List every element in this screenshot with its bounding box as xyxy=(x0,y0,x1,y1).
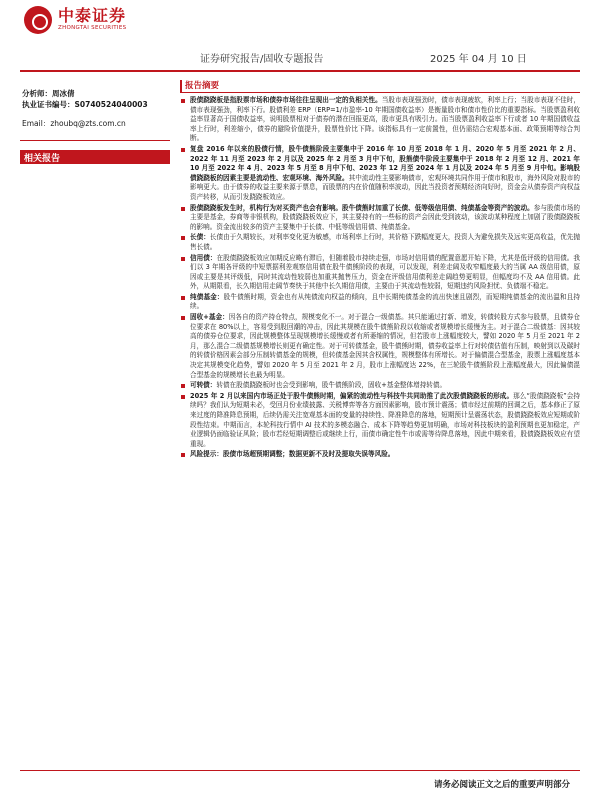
paragraph-lead: 复盘 2016 年以来的股债行情，股牛债熊阶段主要集中于 2016 年 10 月至 2018 年 1 月、2020 年 5 月至 2021 年 2 月、2022 年 11 月至 2023 年 2 月以及 2025 年 2 月至 3 月中下旬，股熊债牛阶段主要集中于 2018 年 2 月至 12 月、2021 年 10 月至 2022 年 4 月、2023 年 5 月至 8 月中下旬、2023 年 12 月至 2024 年 1 月以及 2024 年 5 月至 9 月中旬。影响股债跷跷板的因素主要是流动性、宏观环境、海外风险。 xyxy=(190,144,580,182)
paragraph-lead: 可转债： xyxy=(190,381,217,390)
summary-paragraph xyxy=(180,313,580,380)
paragraph-lead: 长债： xyxy=(190,233,210,242)
paragraph-lead: 纯债基金： xyxy=(190,292,224,301)
paragraph-body: 转债在股债跷跷板时也会受到影响，股牛债熊阶段，固收+基金整体增持转债。 xyxy=(216,381,447,390)
paragraph-body: 长债由于久期较长，对利率变化更为敏感，市场利率上行时，其价格下跌幅度更大，投资人为避免损失及远实更高收益，优先抛售长债。 xyxy=(190,233,581,251)
logo-mark-icon xyxy=(24,6,52,34)
summary-paragraph xyxy=(180,450,580,460)
summary-paragraph xyxy=(180,254,580,292)
paragraph-body: 其中流动性主要影响债市，宏观环境共同作用于债市和股市，海外风险对股市的影响更大。由于债券的收益主要来源于票息，而股票的内在价值随积率波动，因此当投资者预期经济向好时，资金会从债券资产向权益资产转移，从而引发跷跷板效应。 xyxy=(190,173,581,201)
paragraph-lead: 2025 年 2 月以来国内市场正处于股牛债熊时期，偏紧的流动性与科技牛共同助推了此次股债跷跷板的形成。 xyxy=(190,391,514,400)
summary-heading: 报告摘要 xyxy=(180,80,219,92)
related-reports-heading: 相关报告 xyxy=(20,150,170,164)
license-label: 执业证书编号： xyxy=(22,100,75,109)
summary-paragraph xyxy=(180,293,580,312)
paragraph-lead: 风险提示：股债市场超预期调整；数据更新不及时及提取失误等风险。 xyxy=(190,450,395,459)
email-address[interactable]: zhoubq@zts.com.cn xyxy=(50,119,126,128)
paragraph-body: 因各自的资产持仓特点，规模变化不一。对于混合一级债基。其只能通过打新、增发，转债转股方式参与股票，且债券仓位要求在 80%以上，容易受到股回潮的冲击，因此其规模在股牛债熊阶段以收缩或者规模增长缓慢为主。对于混合二级债基：因其较高的债券仓位要求，因此规模整体呈现规模增长缓慢或者有所萎缩的情况，但若股市上涨幅度较大，譬如 2020 年 5 月至 2021 年 2 月，那么混合二级债基规模增长则更有确定性。对于可转债基金，股牛债熊时期，债券收益率上行对转债估值有压制，映射到以及碳时的转债价格因素会部分压制转债基金的规模，但转债基金因其含权属性，规模整体有所增长。对于偏债混合型基金，股票上涨幅度基本决定其规模变化趋势，譬如 2020 年 5 月至 2021 年 2 月，股市上涨幅度达 22%，在三轮股牛债熊阶段上涨幅度最大，因此偏债混合型基金的规模增长也最为明显。 xyxy=(190,313,581,379)
analyst-name: 周冰倩 xyxy=(52,89,75,98)
paragraph-lead: 信用债： xyxy=(190,253,217,262)
paragraph-body: 股牛债熊时期，资金也有从纯债流向权益的倾向，且中长期纯债基金的流出快速且剧烈，而短期纯债基金的流出温和且持续。 xyxy=(190,292,581,311)
paragraph-lead: 固收+基金： xyxy=(190,313,229,322)
summary-paragraph xyxy=(180,392,580,450)
analyst-name-label: 分析师： xyxy=(22,89,52,98)
brand-logo xyxy=(24,6,126,34)
paragraph-body: 参与股债市场的主要是基金，券商等非银机构，股债跷跷板效应下，其主要持有的一些标的资产会因此受到波动，该波动某种程度上加剧了股债跷跷板的影响。资金流出较多的资产主要集中于长债、中低等级信用债、纯债基金。 xyxy=(190,203,581,231)
analyst-info xyxy=(22,88,172,129)
summary-body xyxy=(180,96,580,461)
paragraph-body: 在股债跷跷板效应加期反应略有滞后，但随着股市持续走强，市场对信用债的配置意愿开始下降，尤其是低评级的信用债。我们以 3 年期各评级的中短票据利差观察信用债在股牛债熊阶段的表现，可以发现，利差走阔及收窄幅度最大的当属 AA 级信用债，原因或主要是其评级低，同时其流动性较弱也加重其抛售压力，资金在评级信用债利差走阔趋势更明显，但幅度均不及 AA 信用债。此外，从期限看，长久期信用走阔节奏快于其他中长久期信用债，主要由于其流动性较弱，短期违约风险担忧、负债端不稳定。 xyxy=(190,253,581,291)
header-divider xyxy=(20,70,580,72)
footer-divider xyxy=(20,770,580,771)
report-type: 证券研究报告/固收专题报告 xyxy=(200,54,324,65)
paragraph-body: 当股市表现强劲时，债市表现疲软，利率上行；当股市表现不佳时，债市表现强劲，利率下行。股债利差 ERP（ERP=1/市盈率-10 年期国债收益率）是衡量股市和债市性价比的重要指标。当股票盈利收益率显著高于国债收益率，说明股票相对于债券的潜在回报更高，股市更具有吸引力。而当股票盈利收益率下行或者 10 年期国债收益率上行时，利差缩小，债券的避险价值提升，股票性价比下降。该指标具有一定前置性，但仍需结合宏观基本面、政策预期等综合判断。 xyxy=(190,96,580,143)
summary-divider xyxy=(180,92,580,93)
summary-paragraph xyxy=(180,381,580,391)
analyst-email-row xyxy=(22,118,172,129)
summary-paragraph xyxy=(180,233,580,252)
summary-paragraph xyxy=(180,96,580,144)
license-number: S0740524040003 xyxy=(74,100,148,109)
summary-paragraph xyxy=(180,204,580,233)
paragraph-body: 那么“股债跷跷板”会持续吗？我们认为短期未必，受回月份业绩披露、关税博弈等各方面因素影响，股市预计震荡；债市经过前期的回调之后，基本修正了原来过度的降准降息预期，后续仍需关注宽观基本面的变量的持续性、降准降息的落地，短期预计呈震荡状态，股债跷跷板效应短期或阶段性结束。中期而言，本轮科技行情中 AI 技术的多模态融合、成本下降等趋势更加明确，市场对科技板块的盈利预期也更加稳定，产业逻辑仍面临验证风险；股市若经短期调整后或继续上行，而债市确定性牛市或需等待降息落地，因此中期来看，股债跷跷板效应有望重现。 xyxy=(190,391,580,448)
brand-name-cn: 中泰证券 xyxy=(58,6,127,26)
sidebar-divider xyxy=(20,140,170,141)
report-date: 2025 年 04 月 10 日 xyxy=(430,54,527,65)
brand-name-en: ZHONGTAI SECURITIES xyxy=(58,25,127,32)
analyst-name-row xyxy=(22,88,172,99)
analyst-license-row xyxy=(22,99,172,110)
email-label: Email： xyxy=(22,119,51,128)
paragraph-lead: 股债跷跷板是指股票市场和债券市场往往呈现出一定的负相关性。 xyxy=(190,96,382,104)
disclaimer-note: 请务必阅读正文之后的重要声明部分 xyxy=(433,780,570,790)
paragraph-lead: 股债跷跷板发生时，机构行为对买资产也会有影响。股牛债熊时加重了长债、低等级信用债、纯债基金等资产的波动。 xyxy=(190,203,534,212)
summary-paragraph xyxy=(180,145,580,203)
